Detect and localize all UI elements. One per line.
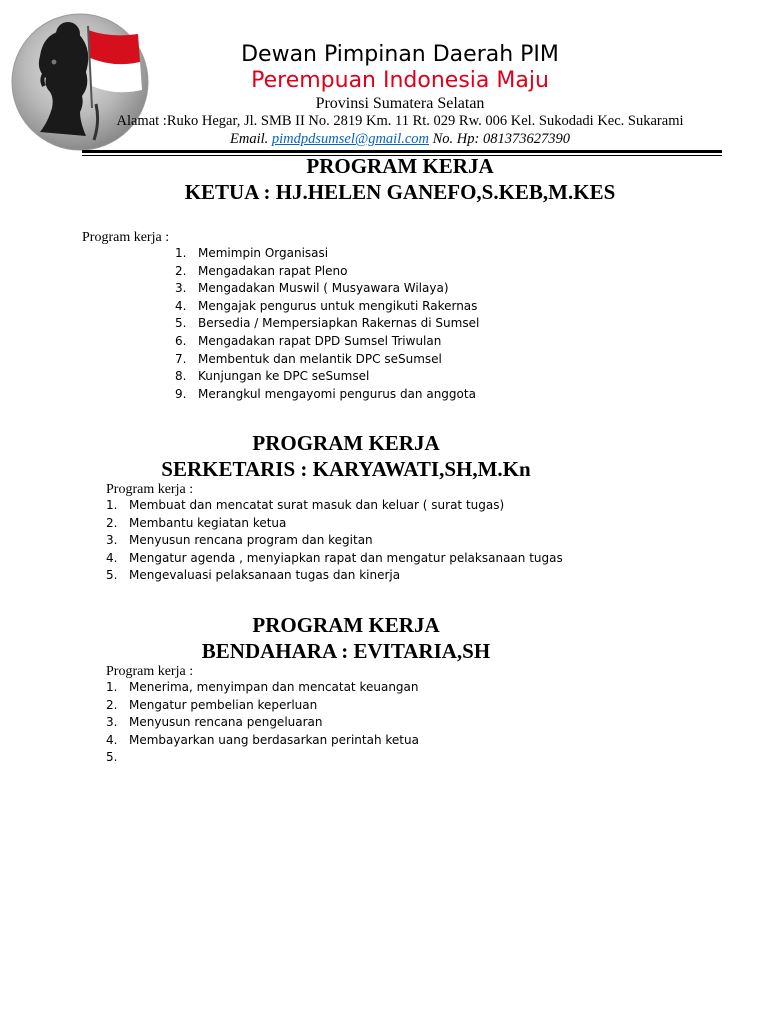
item-number: 4.: [106, 550, 118, 565]
item-number: 5.: [106, 568, 118, 583]
section-sekretaris-intro: Program kerja :: [106, 482, 194, 497]
phone: No. Hp: 081373627390: [429, 131, 570, 147]
item-number: 9.: [175, 386, 187, 401]
list-item: [106, 568, 666, 586]
contact-line: [0, 131, 768, 148]
item-text: Menyusun rencana program dan kegitan: [129, 533, 373, 548]
list-item: [106, 698, 666, 716]
item-text: Menerima, menyimpan dan mencatat keuangan: [129, 680, 419, 694]
brand-name: Perempuan Indonesia Maju: [251, 68, 549, 93]
item-number: 2.: [106, 697, 118, 712]
list-item: [106, 516, 666, 534]
item-number: 1.: [106, 498, 118, 512]
list-item: [175, 246, 675, 264]
list-item: [175, 352, 675, 370]
section-ketua-list: [175, 246, 675, 404]
list-item: [106, 498, 666, 516]
section-ketua-subtitle: KETUA : HJ.HELEN GANEFO,S.KEB,M.KES: [184, 180, 616, 204]
address: Alamat :Ruko Hegar, Jl. SMB II No. 2819 Km. 11 Rt. 029 Rw. 006 Kel. Sukodadi Kec. Sukarami: [116, 113, 684, 129]
item-number: 3.: [106, 715, 118, 730]
item-number: 3.: [106, 533, 118, 548]
list-item: [175, 316, 675, 334]
item-number: 1.: [106, 680, 118, 694]
item-text: Merangkul mengayomi pengurus dan anggota: [198, 386, 476, 401]
list-item: [106, 715, 666, 733]
item-number: 2.: [106, 515, 118, 530]
item-number: 4.: [106, 732, 118, 747]
list-item: [106, 733, 666, 751]
section-bendahara-subtitle: BENDAHARA : EVITARIA,SH: [201, 639, 491, 663]
list-item: [175, 334, 675, 352]
section-sekretaris-title: PROGRAM KERJA: [252, 431, 440, 455]
list-item: [175, 369, 675, 387]
list-item: [175, 299, 675, 317]
item-text: Menyusun rencana pengeluaran: [129, 715, 323, 730]
list-item: [175, 281, 675, 299]
organization-name: Dewan Pimpinan Daerah PIM: [241, 42, 559, 67]
item-text: Membayarkan uang berdasarkan perintah ketua: [129, 732, 419, 747]
item-number: 5.: [175, 316, 187, 331]
item-number: 2.: [175, 263, 187, 278]
item-text: Mengadakan rapat Pleno: [198, 263, 348, 278]
list-item: [106, 533, 666, 551]
section-ketua-intro: Program kerja :: [82, 230, 170, 245]
item-number: 5.: [106, 750, 118, 765]
item-text: Bersedia / Mempersiapkan Rakernas di Sumsel: [198, 316, 480, 331]
item-text: Membuat dan mencatat surat masuk dan keluar ( surat tugas): [129, 498, 505, 512]
email-label: Email.: [230, 131, 272, 147]
item-number: 1.: [175, 246, 187, 260]
item-text: Kunjungan ke DPC seSumsel: [198, 369, 370, 384]
item-text: Mengatur pembelian keperluan: [129, 697, 318, 712]
list-item: [175, 387, 675, 405]
item-number: 7.: [175, 351, 187, 366]
province: Provinsi Sumatera Selatan: [315, 95, 485, 112]
section-bendahara-title: PROGRAM KERJA: [252, 613, 440, 637]
section-ketua-title: PROGRAM KERJA: [306, 154, 494, 178]
list-item: [106, 680, 666, 698]
list-item: [106, 750, 666, 768]
email-link[interactable]: pimdpdsumsel@gmail.com: [271, 131, 430, 147]
item-text: Membentuk dan melantik DPC seSumsel: [198, 351, 442, 366]
item-text: Mengevaluasi pelaksanaan tugas dan kinerja: [129, 568, 401, 583]
item-text: Mengadakan rapat DPD Sumsel Triwulan: [198, 333, 442, 348]
item-text: Mengatur agenda , menyiapkan rapat dan mengatur pelaksanaan tugas: [129, 550, 563, 565]
item-text: Mengajak pengurus untuk mengikuti Rakernas: [198, 298, 478, 313]
item-number: 6.: [175, 333, 187, 348]
item-number: 4.: [175, 298, 187, 313]
item-number: 3.: [175, 281, 187, 296]
list-item: [106, 551, 666, 569]
section-bendahara-intro: Program kerja :: [106, 664, 194, 679]
section-bendahara-list: [106, 680, 666, 768]
section-sekretaris-subtitle: SERKETARIS : KARYAWATI,SH,M.Kn: [161, 457, 531, 481]
section-sekretaris-list: [106, 498, 666, 586]
item-text: Memimpin Organisasi: [198, 246, 329, 260]
list-item: [175, 264, 675, 282]
item-text: Membantu kegiatan ketua: [129, 515, 287, 530]
item-number: 8.: [175, 369, 187, 384]
item-text: Mengadakan Muswil ( Musyawara Wilaya): [198, 281, 449, 296]
